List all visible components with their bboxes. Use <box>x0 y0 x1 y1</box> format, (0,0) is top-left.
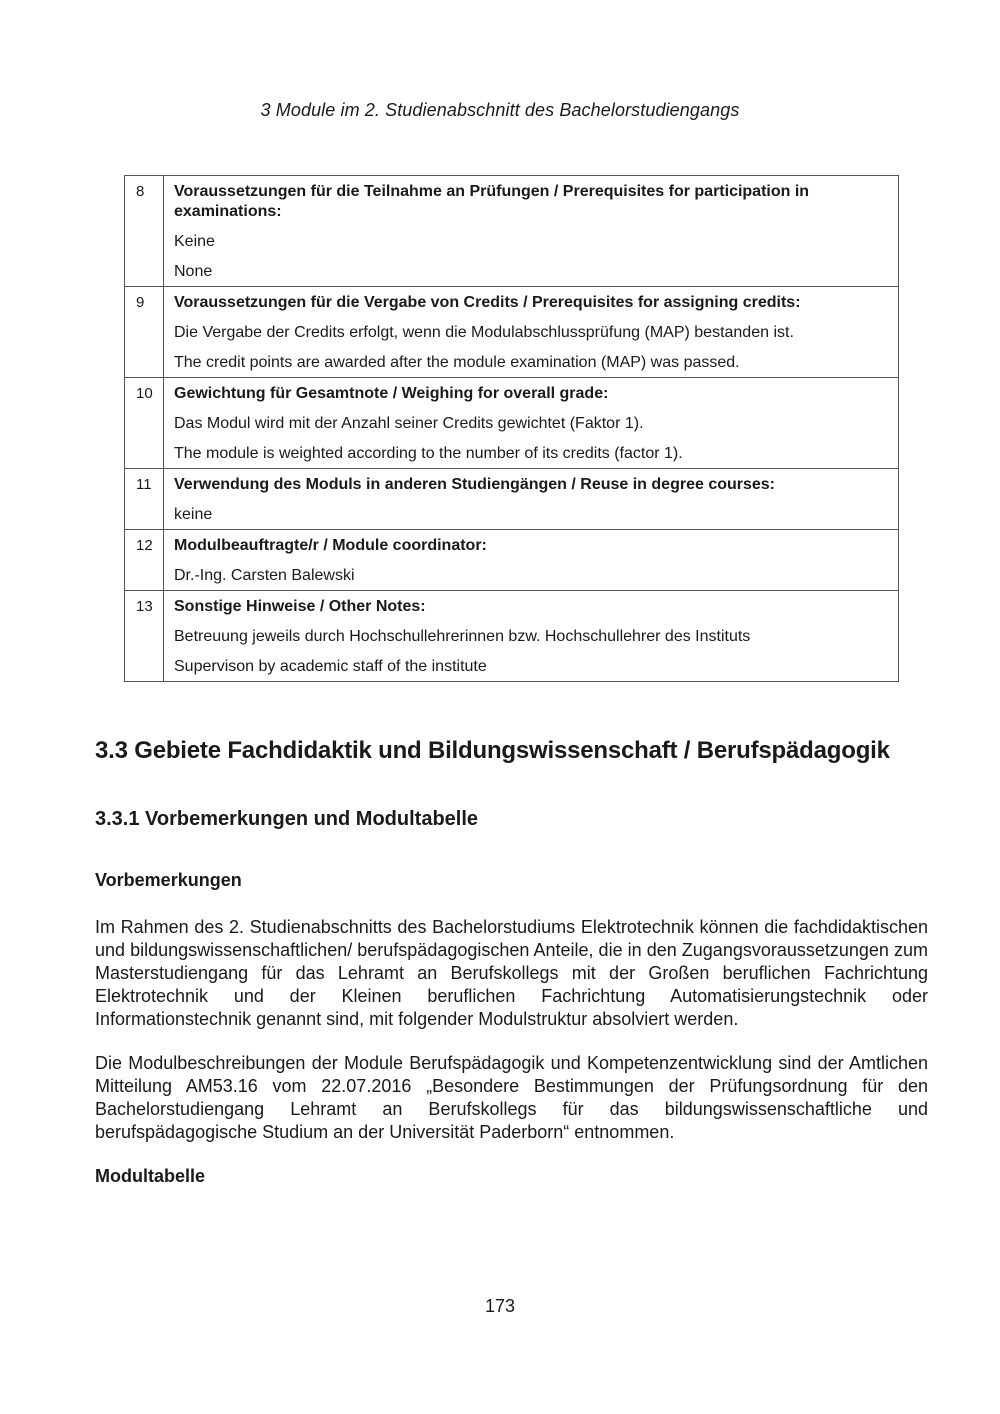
row-text: Das Modul wird mit der Anzahl seiner Credits gewichtet (Faktor 1). <box>174 415 644 432</box>
vorbemerkungen-heading: Vorbemerkungen <box>95 870 242 890</box>
row-content <box>164 469 899 530</box>
row-text: Keine <box>174 233 215 250</box>
section-heading: 3.3 Gebiete Fachdidaktik und Bildungswissenschaft / Berufspädagogik <box>95 737 890 764</box>
row-content <box>164 530 899 591</box>
row-content <box>164 287 899 378</box>
running-head: 3 Module im 2. Studienabschnitt des Bachelorstudiengangs <box>260 100 740 120</box>
table-row <box>125 287 899 378</box>
table-row <box>125 591 899 682</box>
row-content <box>164 176 899 287</box>
row-number: 9 <box>125 287 164 378</box>
table-row <box>125 469 899 530</box>
row-title: Modulbeauftragte/r / Module coordinator: <box>174 537 487 554</box>
row-text: None <box>174 263 213 280</box>
row-title: Sonstige Hinweise / Other Notes: <box>174 598 426 615</box>
row-number: 10 <box>125 378 164 469</box>
subsection-heading: 3.3.1 Vorbemerkungen und Modultabelle <box>95 808 479 830</box>
row-number: 11 <box>125 469 164 530</box>
row-text: The module is weighted according to the number of its credits (factor 1). <box>174 445 683 462</box>
module-description-table <box>124 175 899 682</box>
row-content <box>164 591 899 682</box>
row-text: Supervison by academic staff of the institute <box>174 658 487 675</box>
paragraph-module-descriptions: Die Modulbeschreibungen der Module Berufspädagogik und Kompetenzentwicklung sind der Amtlichen Mitteilung AM53.16 vom 22.07.2016 „Besondere Bestimmungen der Prüfungsordnung für den Bachelorstudiengang Lehramt an Berufskollegs für das bildungswissenschaftliche und berufspädagogische Studium an der Universität Paderborn“ entnommen. <box>95 1053 928 1142</box>
row-number: 12 <box>125 530 164 591</box>
modultabelle-heading: Modultabelle <box>95 1166 206 1186</box>
row-title: Voraussetzungen für die Teilnahme an Prüfungen / Prerequisites for participation in examinations: <box>174 183 810 220</box>
row-text: The credit points are awarded after the module examination (MAP) was passed. <box>174 354 740 371</box>
row-text: Betreuung jeweils durch Hochschullehrerinnen bzw. Hochschullehrer des Instituts <box>174 628 751 645</box>
row-title: Voraussetzungen für die Vergabe von Credits / Prerequisites for assigning credits: <box>174 294 801 311</box>
row-text: keine <box>174 506 213 523</box>
row-content <box>164 378 899 469</box>
paragraph-intro: Im Rahmen des 2. Studienabschnitts des Bachelorstudiums Elektrotechnik können die fachdidaktischen und bildungswissenschaftlichen/ berufspädagogischen Anteile, die in den Zugangsvoraussetzungen zum Masterstudiengang für das Lehramt an Berufskollegs mit der Großen beruflichen Fachrichtung Elektrotechnik und der Kleinen beruflichen Fachrichtung Automatisierungstechnik oder Informationstechnik genannt sind, mit folgender Modulstruktur absolviert werden. <box>95 917 928 1029</box>
row-title: Verwendung des Moduls in anderen Studiengängen / Reuse in degree courses: <box>174 476 776 493</box>
row-title: Gewichtung für Gesamtnote / Weighing for overall grade: <box>174 385 609 402</box>
row-text: Die Vergabe der Credits erfolgt, wenn die Modulabschlussprüfung (MAP) bestanden ist. <box>174 324 794 341</box>
page-number: 173 <box>484 1296 516 1316</box>
table-row <box>125 176 899 287</box>
table-row <box>125 530 899 591</box>
row-number: 13 <box>125 591 164 682</box>
table-row <box>125 378 899 469</box>
row-number: 8 <box>125 176 164 287</box>
row-text: Dr.-Ing. Carsten Balewski <box>174 567 355 584</box>
